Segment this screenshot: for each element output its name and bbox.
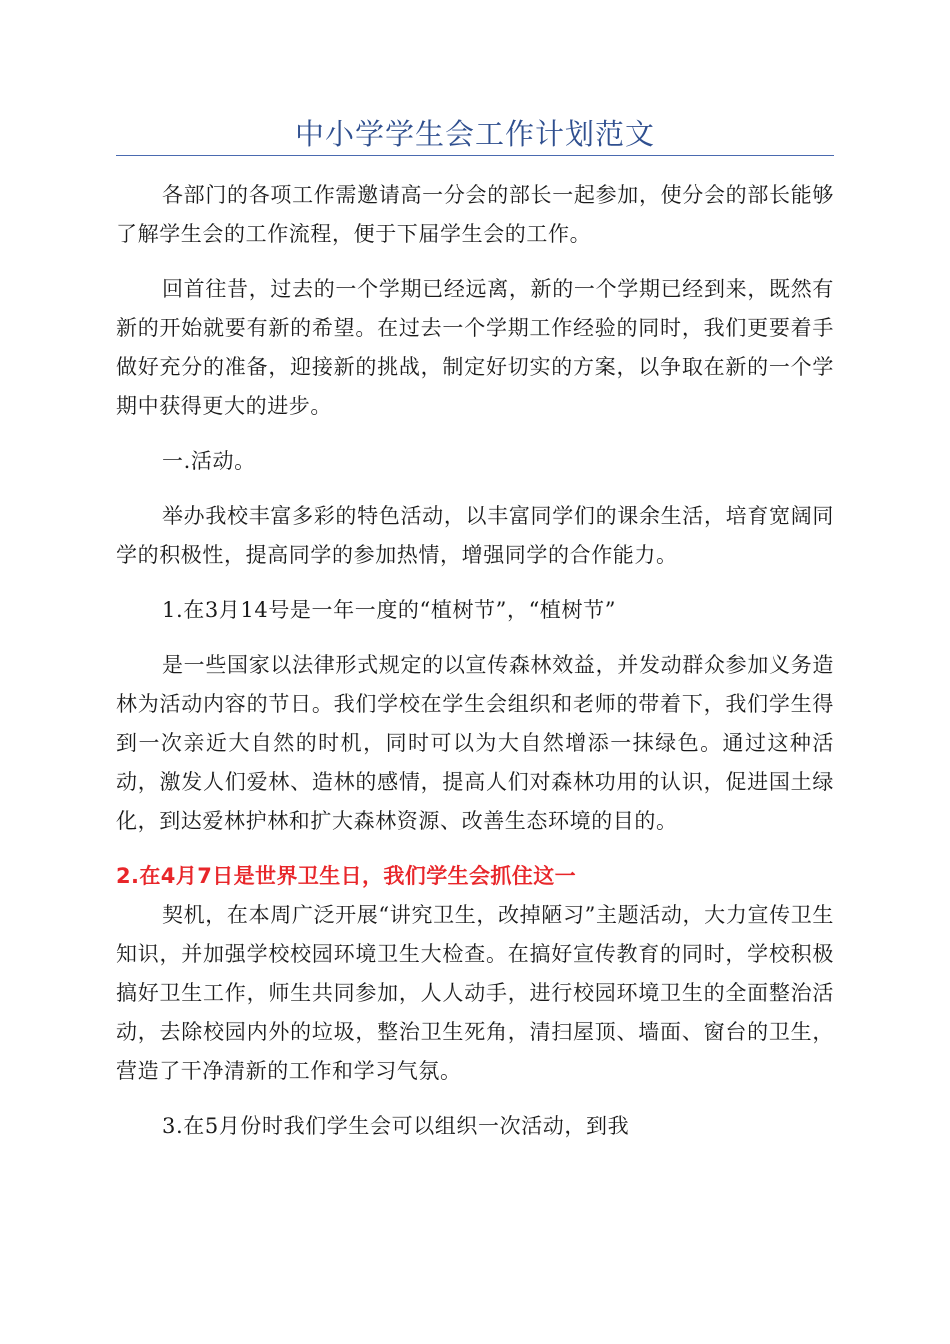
list-item-heading: 3.在5月份时我们学生会可以组织一次活动，到我	[162, 1114, 630, 1138]
paragraph: 各部门的各项工作需邀请高一分会的部长一起参加，使分会的部长能够了解学生会的工作流程，便于下届学生会的工作。	[116, 183, 834, 246]
list-item-heading: 1.在3月14号是一年一度的“植树节”，“植树节”	[162, 598, 617, 622]
paragraph: 举办我校丰富多彩的特色活动，以丰富同学们的课余生活，培育宽阔同学的积极性，提高同学的参加热情，增强同学的合作能力。	[116, 504, 834, 567]
title-underline	[116, 155, 834, 156]
highlighted-heading: 2.在4月7日是世界卫生日，我们学生会抓住这一	[116, 864, 577, 888]
document-title: 中小学学生会工作计划范文	[294, 117, 655, 151]
document-body	[116, 176, 834, 1162]
paragraph: 契机，在本周广泛开展“讲究卫生，改掉陋习”主题活动，大力宣传卫生知识，并加强学校校园环境卫生大检查。在搞好宣传教育的同时，学校积极搞好卫生工作，师生共同参加，人人动手，进行校园环境卫生的全面整治活动，去除校园内外的垃圾，整治卫生死角，清扫屋顶、墙面、窗台的卫生，营造了干净清新的工作和学习气氛。	[116, 903, 834, 1083]
section-heading: 一.活动。	[162, 449, 256, 473]
paragraph: 是一些国家以法律形式规定的以宣传森林效益，并发动群众参加义务造林为活动内容的节日。我们学校在学生会组织和老师的带着下，我们学生得到一次亲近大自然的时机，同时可以为大自然增添一抹绿色。通过这种活动，激发人们爱林、造林的感情，提高人们对森林功用的认识，促进国土绿化，到达爱林护林和扩大森林资源、改善生态环境的目的。	[116, 653, 834, 833]
paragraph: 回首往昔，过去的一个学期已经远离，新的一个学期已经到来，既然有新的开始就要有新的希望。在过去一个学期工作经验的同时，我们更要着手做好充分的准备，迎接新的挑战，制定好切实的方案，以争取在新的一个学期中获得更大的进步。	[116, 277, 834, 418]
